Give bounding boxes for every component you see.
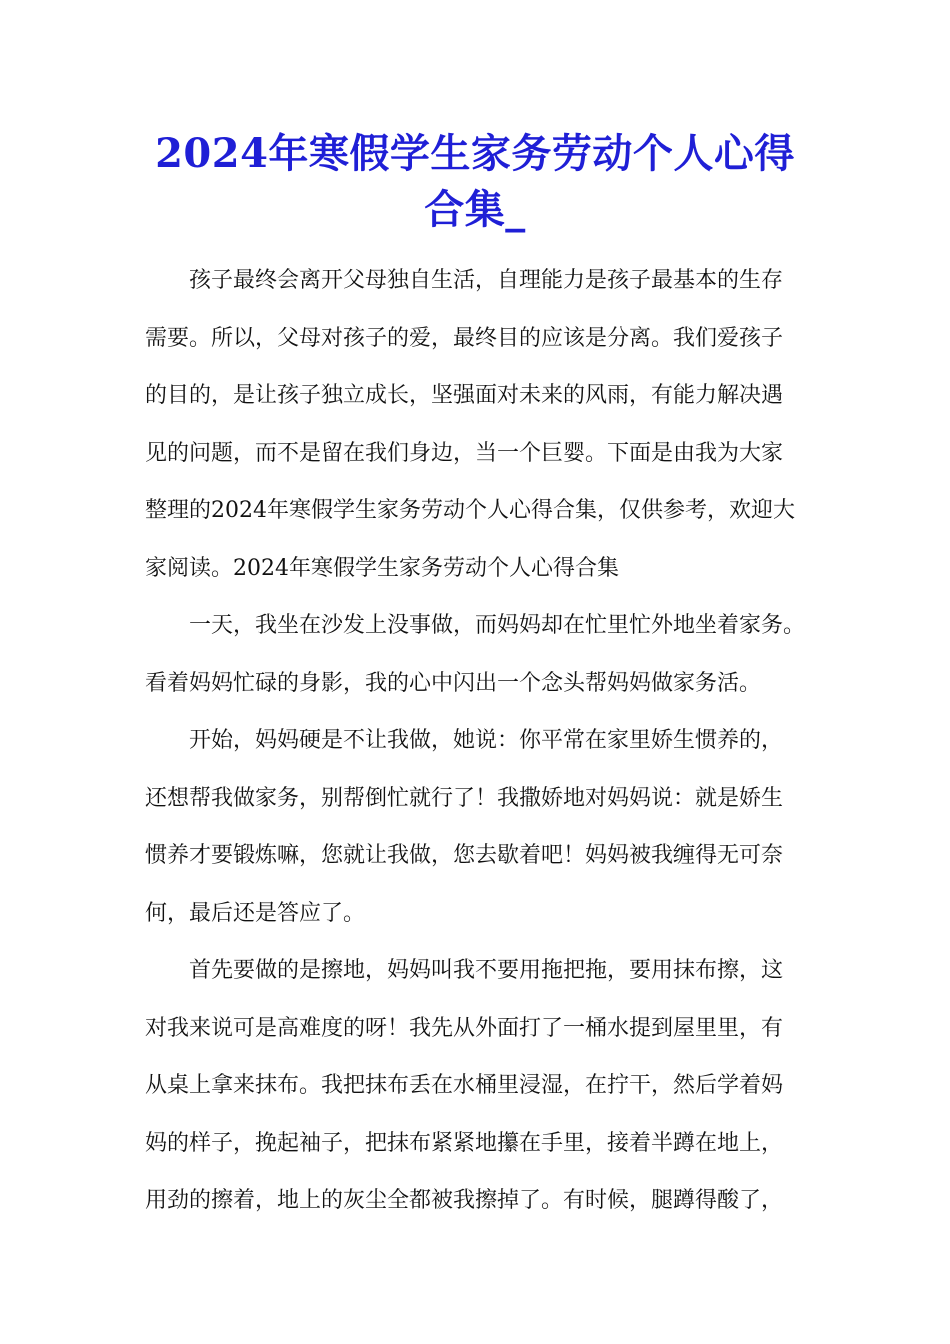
- text-line: 对我来说可是高难度的呀！我先从外面打了一桶水提到屋里里，有: [145, 1015, 784, 1041]
- text-line: 一天，我坐在沙发上没事做，而妈妈却在忙里忙外地坐着家务。: [189, 613, 806, 638]
- text-line: 看着妈妈忙碌的身影，我的心中闪出一个念头帮妈妈做家务活。: [145, 670, 762, 696]
- document-title: [120, 126, 830, 238]
- text-line: 惯养才要锻炼嘛，您就让我做，您去歇着吧！妈妈被我缠得无可奈: [145, 843, 784, 868]
- text-line: 用劲的擦着，地上的灰尘全都被我擦掉了。有时候，腿蹲得酸了，: [145, 1188, 784, 1213]
- document-body: [145, 256, 815, 1234]
- title-line-1: 2024年寒假学生家务劳动个人心得: [155, 130, 795, 177]
- paragraph-4: [145, 946, 815, 1234]
- text-line: 整理的2024年寒假学生家务劳动个人心得合集，仅供参考，欢迎大: [145, 498, 795, 523]
- text-line: 开始，妈妈硬是不让我做，她说：你平常在家里娇生惯养的，: [189, 728, 784, 753]
- text-line: 需要。所以，父母对孩子的爱，最终目的应该是分离。我们爱孩子: [145, 325, 784, 351]
- text-line: 家阅读。2024年寒假学生家务劳动个人心得合集: [145, 555, 619, 581]
- paragraph-intro: [145, 256, 815, 601]
- text-line: 孩子最终会离开父母独自生活，自理能力是孩子最基本的生存: [189, 268, 784, 293]
- text-line: 还想帮我做家务，别帮倒忙就行了！我撒娇地对妈妈说：就是娇生: [145, 785, 784, 811]
- paragraph-3: [145, 716, 815, 946]
- text-line: 的目的，是让孩子独立成长，坚强面对未来的风雨，有能力解决遇: [145, 383, 784, 408]
- text-line: 何，最后还是答应了。: [145, 900, 366, 926]
- text-line: 从桌上拿来抹布。我把抹布丢在水桶里浸湿，在拧干，然后学着妈: [145, 1073, 784, 1098]
- text-line: 见的问题，而不是留在我们身边，当一个巨婴。下面是由我为大家: [145, 440, 784, 466]
- text-line: 妈的样子，挽起袖子，把抹布紧紧地攥在手里，接着半蹲在地上，: [145, 1130, 784, 1156]
- text-line: 首先要做的是擦地，妈妈叫我不要用拖把拖，要用抹布擦，这: [189, 958, 784, 983]
- paragraph-2: [145, 601, 815, 716]
- title-line-2: 合集_: [424, 186, 526, 233]
